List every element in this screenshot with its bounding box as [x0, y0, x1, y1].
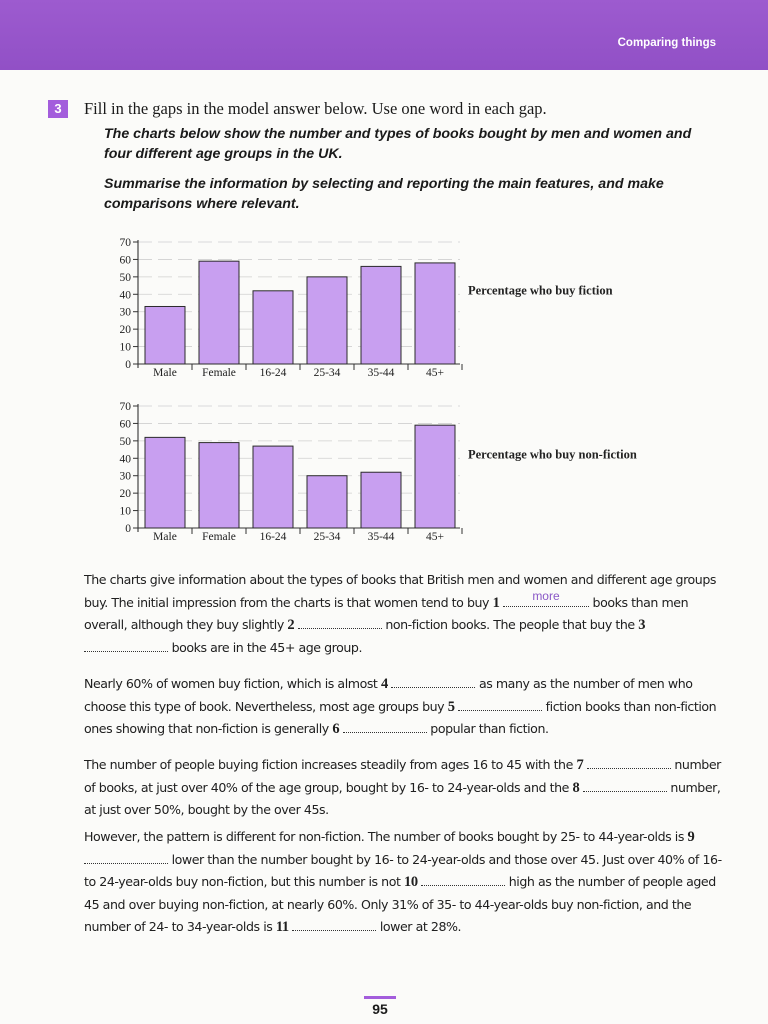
y-tick-label: 70: [119, 237, 131, 249]
task-prompt-line2: Summarise the information by selecting and reporting the main features, and make comparisons where relevant.: [104, 176, 664, 212]
gap-blank-6[interactable]: [343, 720, 427, 733]
y-tick-label: 10: [119, 505, 131, 518]
p4-text-c: high as the number of people aged 45 and over buying non-fiction, at nearly 60%. Only 31% of 35- to 44-year-olds buy non-fiction, and the number of 24- to 34-year-olds is: [84, 874, 716, 934]
x-tick-label: 35-44: [367, 367, 395, 379]
x-tick-label: 45+: [426, 531, 444, 543]
p4-text-b: lower than the number bought by 16- to 24-year-olds and those over 45. Just over 40% of 16- to 24-year-olds buy non-fiction, but this number is not: [84, 851, 722, 889]
p4-text-d: lower at 28%.: [379, 919, 462, 934]
exercise-instruction: Fill in the gaps in the model answer below. Use one word in each gap.: [84, 99, 547, 118]
gap-blank-3[interactable]: [84, 639, 168, 652]
y-tick-label: 30: [119, 470, 131, 483]
gap-number-9: 9: [687, 829, 695, 845]
bar-female: [199, 443, 239, 528]
p2-text-c: fiction books than non-fiction ones showing that non-fiction is generally: [84, 698, 717, 736]
y-tick-label: 30: [119, 306, 131, 319]
p1-text-a: The charts give information about the types of books that British men and women and different age groups buy. The initial impression from the charts is that women tend to buy: [84, 572, 716, 610]
task-prompt-line1: The charts below show the number and types of books bought by men and women and four different age groups in the UK.: [104, 126, 692, 162]
page-number: 95: [372, 1001, 388, 1017]
y-tick-label: 40: [119, 453, 131, 466]
answer-paragraph-1: [84, 569, 724, 659]
gap-number-1: 1: [492, 594, 500, 611]
p3-text-c: number, at just over 50%, bought by the over 45s.: [84, 779, 721, 817]
p2-text-a: Nearly 60% of women buy fiction, which is almost: [84, 676, 378, 691]
x-tick-label: Female: [202, 367, 236, 379]
bar-25-34: [307, 277, 347, 364]
y-tick-label: 0: [125, 523, 131, 535]
x-tick-label: 25-34: [313, 367, 341, 379]
bar-16-24: [253, 446, 293, 528]
x-tick-label: Female: [202, 531, 236, 543]
x-tick-label: 16-24: [259, 531, 287, 543]
answer-paragraph-2: [84, 673, 724, 741]
y-tick-label: 10: [119, 341, 131, 354]
bar-25-34: [307, 476, 347, 528]
fiction-bar-chart: [80, 232, 680, 382]
y-tick-label: 50: [119, 435, 131, 448]
gap-blank-9[interactable]: [84, 851, 168, 864]
gap-number-5: 5: [447, 698, 455, 715]
bar-male: [145, 437, 185, 528]
exercise-number-badge: 3: [48, 100, 68, 118]
gap-number-6: 6: [332, 721, 340, 737]
x-tick-label: 25-34: [313, 531, 341, 543]
p1-text-b: books than men overall, although they buy slightly: [84, 594, 689, 632]
gap-blank-10[interactable]: [421, 873, 505, 886]
bar-female: [199, 261, 239, 364]
gap-blank-7[interactable]: [587, 756, 671, 769]
p2-text-d: popular than fiction.: [430, 721, 549, 736]
bar-45-: [415, 425, 455, 528]
y-tick-label: 60: [119, 418, 131, 431]
gap-number-10: 10: [404, 874, 418, 890]
gap-number-3: 3: [638, 617, 646, 633]
x-tick-label: 35-44: [367, 531, 395, 543]
answer-paragraph-4: [84, 826, 724, 939]
gap-blank-8[interactable]: [583, 779, 667, 792]
bar-male: [145, 306, 185, 364]
section-title: Comparing things: [617, 37, 716, 49]
y-tick-label: 0: [125, 359, 131, 371]
bar-45-: [415, 263, 455, 364]
nonfiction-bar-chart: [80, 396, 680, 546]
y-tick-label: 40: [119, 289, 131, 302]
x-tick-label: Male: [153, 367, 177, 379]
p4-text-a: However, the pattern is different for non-fiction. The number of books bought by 25- to 44-year-olds is: [84, 829, 684, 844]
x-tick-label: Male: [153, 531, 177, 543]
chart-title: Percentage who buy non-fiction: [468, 447, 637, 462]
p2-text-b: as many as the number of men who choose this type of book. Nevertheless, most age groups buy: [84, 676, 693, 714]
gap-number-7: 7: [576, 757, 584, 773]
y-tick-label: 70: [119, 401, 131, 413]
bar-16-24: [253, 291, 293, 364]
y-tick-label: 20: [119, 488, 131, 501]
gap-number-8: 8: [572, 779, 580, 796]
answer-paragraph-3: [84, 754, 724, 822]
p1-text-c: non-fiction books. The people that buy the: [385, 617, 635, 632]
bar-35-44: [361, 472, 401, 528]
chart-title: Percentage who buy fiction: [468, 283, 613, 298]
x-tick-label: 16-24: [259, 367, 287, 379]
page-number-rule: [364, 996, 396, 999]
y-tick-label: 50: [119, 271, 131, 284]
gap-fill-answer-1: more: [532, 589, 560, 603]
y-tick-label: 20: [119, 324, 131, 337]
gap-blank-2[interactable]: [298, 616, 382, 629]
gap-blank-5[interactable]: [458, 698, 542, 711]
x-tick-label: 45+: [426, 367, 444, 379]
p3-text-a: The number of people buying fiction increases steadily from ages 16 to 45 with the: [84, 757, 573, 772]
gap-number-4: 4: [381, 676, 388, 692]
gap-number-2: 2: [287, 617, 295, 633]
p1-text-d: books are in the 45+ age group.: [171, 639, 363, 655]
gap-blank-1[interactable]: [503, 589, 589, 607]
gap-blank-4[interactable]: [391, 675, 475, 688]
gap-number-11: 11: [275, 919, 289, 935]
bar-35-44: [361, 266, 401, 364]
p3-text-b: number of books, at just over 40% of the age group, bought by 16- to 24-year-olds and the: [84, 757, 721, 795]
y-tick-label: 60: [119, 254, 131, 267]
gap-blank-11[interactable]: [292, 918, 376, 931]
header-banner: [0, 0, 768, 70]
